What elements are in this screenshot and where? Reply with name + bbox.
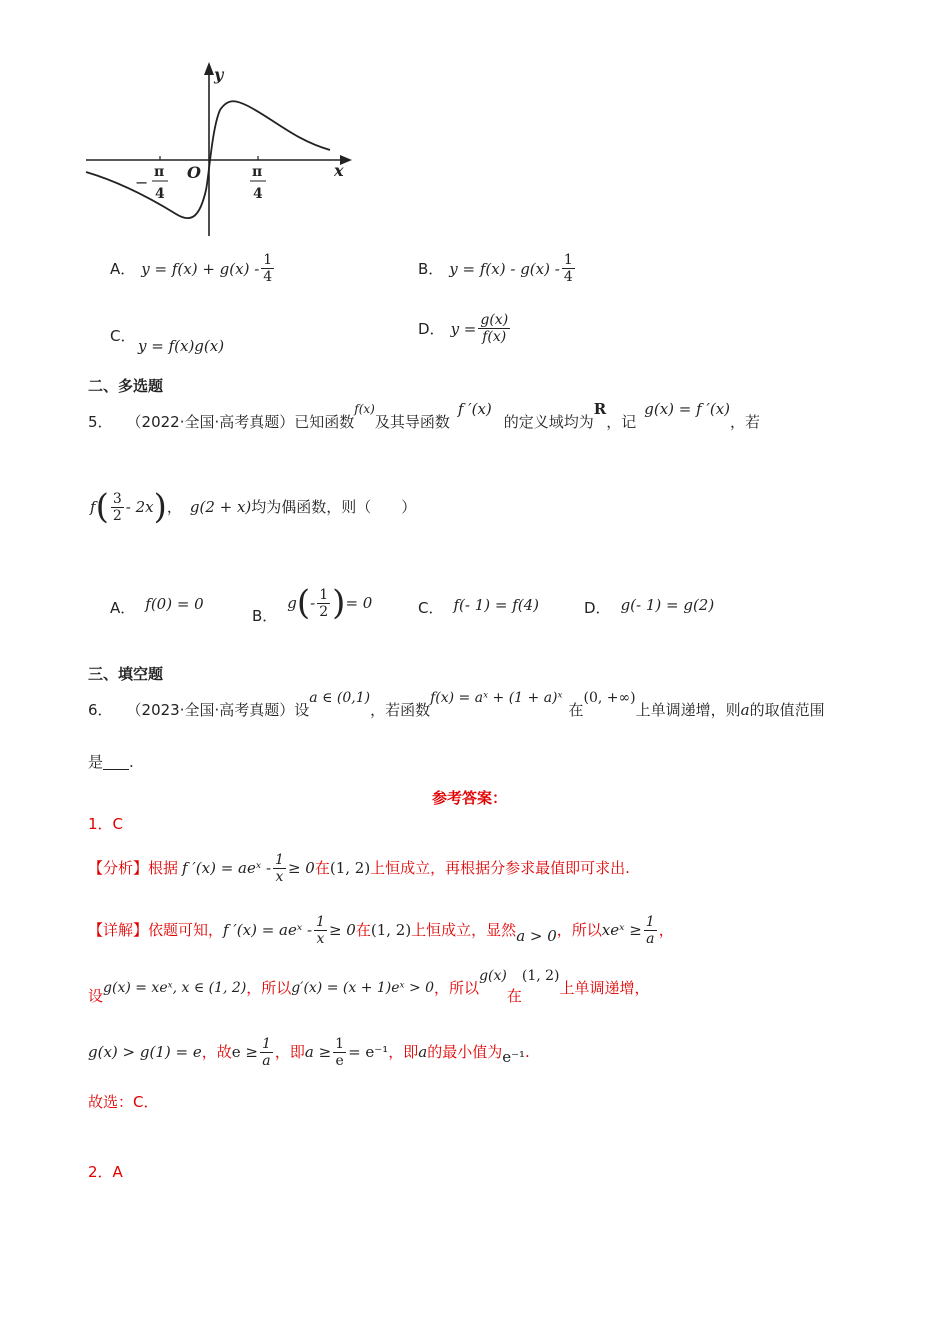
- conclusion: 故选：C．: [88, 1093, 159, 1111]
- detail-line4: [88, 1030, 530, 1074]
- q5-option-c: [418, 598, 539, 618]
- q5-line2-g: g(2 + x): [189, 498, 252, 516]
- answer-2: 2．A: [88, 1163, 123, 1181]
- q6-source: （2023·全国·高考真题）: [126, 701, 295, 719]
- detail-text2: 在: [355, 921, 371, 939]
- line3-text5: 上单调递增，: [559, 979, 650, 997]
- line3-math1: g(x) = xeˣ, x ∈ (1, 2): [103, 980, 247, 996]
- q4-option-c-label: C．: [110, 327, 136, 345]
- q5-source: （2022·全国·高考真题）: [126, 413, 295, 431]
- right-paren: ): [153, 487, 167, 527]
- line4-text4: 的最小值为: [427, 1043, 503, 1061]
- q5-option-b-g: g: [287, 594, 297, 612]
- detail-frac2: [644, 914, 657, 947]
- detail-tag: 【详解】: [88, 921, 149, 939]
- y-axis-label: y: [214, 65, 224, 84]
- q6-line1: [88, 690, 825, 730]
- left-paren: (: [296, 583, 311, 623]
- q4-option-c-expr: y = f(x)g(x): [138, 337, 225, 355]
- q4-option-b-expr: y = f(x) - g(x) -: [449, 259, 560, 278]
- q5-text3: 的定义域均为: [503, 413, 594, 431]
- line4-frac: [260, 1036, 273, 1069]
- q5-math-R: R: [593, 400, 607, 418]
- q6-math-fx: f(x) = aˣ + (1 + a)ˣ: [430, 690, 563, 706]
- line3-text1: 设: [88, 987, 104, 1005]
- q5-line2-after: - 2x: [125, 498, 154, 516]
- q6-text4: 上单调递增，则: [635, 701, 741, 719]
- q5-line2: [90, 487, 417, 527]
- line3-math4: (1, 2): [521, 968, 560, 984]
- frac-den: x: [316, 930, 325, 947]
- frac-den: e: [335, 1052, 344, 1069]
- q6-text1: 设: [294, 701, 310, 719]
- tick-pos-den: 4: [253, 186, 263, 202]
- q5-text2: 及其导函数: [374, 413, 450, 431]
- line3-text2: ，所以: [246, 979, 292, 997]
- q4-option-a-frac: [261, 252, 274, 285]
- line3-text3: ，所以: [434, 979, 480, 997]
- q6-math-interval: (0, +∞): [583, 690, 636, 706]
- detail-math4: a > 0: [516, 927, 557, 945]
- frac-num: 1: [261, 1035, 271, 1052]
- q6-math-a-range: a ∈ (0,1): [309, 690, 371, 706]
- q6-number: 6．: [88, 701, 113, 719]
- q4-option-d-frac: [478, 312, 510, 345]
- q5-option-b-label: B．: [252, 607, 278, 625]
- q5-option-d: [584, 598, 714, 618]
- frac-num: 1: [275, 851, 284, 868]
- detail-text4: ，所以: [556, 921, 602, 939]
- detail-frac: [314, 914, 327, 947]
- line4-math4: = e⁻¹: [348, 1043, 389, 1061]
- y-axis-arrow: [204, 62, 214, 75]
- frac-num: 1: [645, 913, 655, 930]
- analysis-math2: ≥ 0: [287, 859, 315, 877]
- line4-math6: e⁻¹: [502, 1048, 526, 1066]
- q5-text5: ，若: [730, 413, 761, 431]
- q5-line2-text: 均为偶函数，则（ ）: [251, 498, 417, 516]
- q5-option-b-post: = 0: [345, 594, 373, 612]
- q6-math-a: a: [740, 701, 750, 719]
- q5-line2-f: f: [90, 498, 96, 516]
- q5-math-fx: f(x): [354, 402, 375, 416]
- section3-title: 三、填空题: [88, 665, 164, 683]
- line4-math2: e ≥: [231, 1043, 258, 1061]
- q6-text3: 在: [568, 701, 584, 719]
- function-graph: [80, 58, 360, 243]
- frac-den: f(x): [482, 329, 507, 345]
- answer-1: 1．C: [88, 815, 124, 833]
- line4-text5: .: [525, 1043, 530, 1061]
- analysis-line: [88, 846, 630, 890]
- line3-text4: 在: [506, 987, 522, 1005]
- line3-math2: g′(x) = (x + 1)eˣ > 0: [291, 980, 435, 996]
- q5-option-c-label: C．: [418, 599, 444, 617]
- answer-blank: [103, 755, 129, 770]
- detail-text3: 上恒成立，显然: [411, 921, 517, 939]
- q5-line2-sep: ，: [166, 498, 182, 516]
- detail-text1: 依题可知，: [148, 921, 224, 939]
- q5-option-d-label: D．: [584, 599, 611, 617]
- frac-den: 2: [112, 507, 122, 524]
- q5-option-a: [110, 595, 204, 618]
- q4-option-a-label: A．: [110, 259, 136, 278]
- analysis-math1: f ′(x) = aeˣ -: [182, 859, 272, 877]
- q4-option-c-expr-wrap: [138, 336, 224, 355]
- q6-line2-text: 是: [88, 753, 104, 771]
- frac-den: a: [262, 1052, 271, 1069]
- q4-option-a-expr: y = f(x) + g(x) -: [141, 259, 260, 278]
- q5-math-fprime: f ′(x): [457, 400, 492, 418]
- analysis-tag: 【分析】: [88, 859, 149, 877]
- q4-option-d-expr: y =: [450, 319, 477, 338]
- q6-line2-end: .: [129, 753, 134, 771]
- line4-math5: a: [418, 1043, 428, 1061]
- frac-num: 3: [112, 490, 122, 507]
- line4-text1: ，故: [201, 1043, 232, 1061]
- q5-option-d-expr: g(- 1) = g(2): [620, 596, 715, 614]
- right-paren: ): [332, 583, 346, 623]
- q5-option-c-expr: f(- 1) = f(4): [453, 596, 540, 614]
- frac-den: 4: [563, 269, 573, 285]
- q5-option-b-neg: -: [310, 594, 316, 612]
- q4-option-b: [418, 252, 577, 285]
- q6-text5: 的取值范围: [749, 701, 825, 719]
- line4-frac2: [333, 1036, 346, 1069]
- tick-neg-den: 4: [155, 186, 165, 202]
- detail-math1: f ′(x) = aeˣ -: [223, 921, 313, 939]
- line3-math3: g(x): [479, 968, 507, 984]
- q5-option-b-frac: [317, 587, 330, 620]
- x-axis-label: x: [334, 161, 344, 180]
- frac-den: a: [646, 930, 655, 947]
- q6-text2: ，若函数: [370, 701, 431, 719]
- q4-option-b-frac: [562, 252, 575, 285]
- tick-pos-num: π: [252, 164, 263, 180]
- detail-text5: ，: [658, 921, 674, 939]
- q4-option-b-label: B．: [418, 259, 444, 278]
- tick-neg-num: π: [154, 164, 165, 180]
- detail-line3: [88, 968, 650, 1008]
- q5-option-a-label: A．: [110, 599, 136, 617]
- tick-neg-sign: −: [135, 173, 149, 192]
- left-paren: (: [95, 487, 109, 527]
- q5-line1: [88, 400, 760, 444]
- q5-math-gx: g(x) = f ′(x): [644, 400, 731, 418]
- detail-math5: xeˣ ≥: [601, 921, 642, 939]
- section2-title: 二、多选题: [88, 377, 164, 395]
- line4-math3: a ≥: [304, 1043, 332, 1061]
- line4-text2: ，即: [274, 1043, 305, 1061]
- origin-label: O: [187, 163, 201, 182]
- q5-number: 5．: [88, 413, 113, 431]
- detail-math3: (1, 2): [370, 921, 412, 939]
- analysis-frac: [273, 852, 286, 885]
- frac-num: 1: [316, 913, 325, 930]
- q6-line2: [88, 752, 134, 772]
- analysis-text2: 在: [314, 859, 330, 877]
- detail-line: [88, 908, 674, 952]
- frac-num: 1: [319, 586, 329, 603]
- analysis-text1: 根据: [148, 859, 179, 877]
- line4-math1: g(x) > g(1) = e: [88, 1043, 202, 1061]
- analysis-text3: 上恒成立，再根据分参求最值即可求出.: [370, 859, 630, 877]
- frac-num: 1: [263, 252, 273, 268]
- frac-den: 2: [319, 603, 329, 620]
- frac-den: 4: [263, 269, 273, 285]
- q4-option-a: [110, 252, 276, 285]
- frac-den: x: [275, 868, 284, 885]
- q5-text1: 已知函数: [294, 413, 355, 431]
- analysis-math3: (1, 2): [329, 859, 371, 877]
- q4-option-d: [418, 312, 512, 345]
- q5-option-a-expr: f(0) = 0: [145, 595, 204, 613]
- q5-line2-frac: [111, 491, 124, 524]
- frac-num: 1: [563, 252, 573, 268]
- line4-text3: ，即: [388, 1043, 419, 1061]
- q5-option-b: [252, 580, 372, 626]
- frac-num: g(x): [480, 312, 509, 328]
- q5-text4: ，记: [606, 413, 637, 431]
- q4-option-d-label: D．: [418, 319, 445, 338]
- detail-math2: ≥ 0: [328, 921, 356, 939]
- answers-title: 参考答案：: [432, 789, 508, 807]
- frac-num: 1: [335, 1035, 345, 1052]
- q4-option-c: [110, 326, 135, 346]
